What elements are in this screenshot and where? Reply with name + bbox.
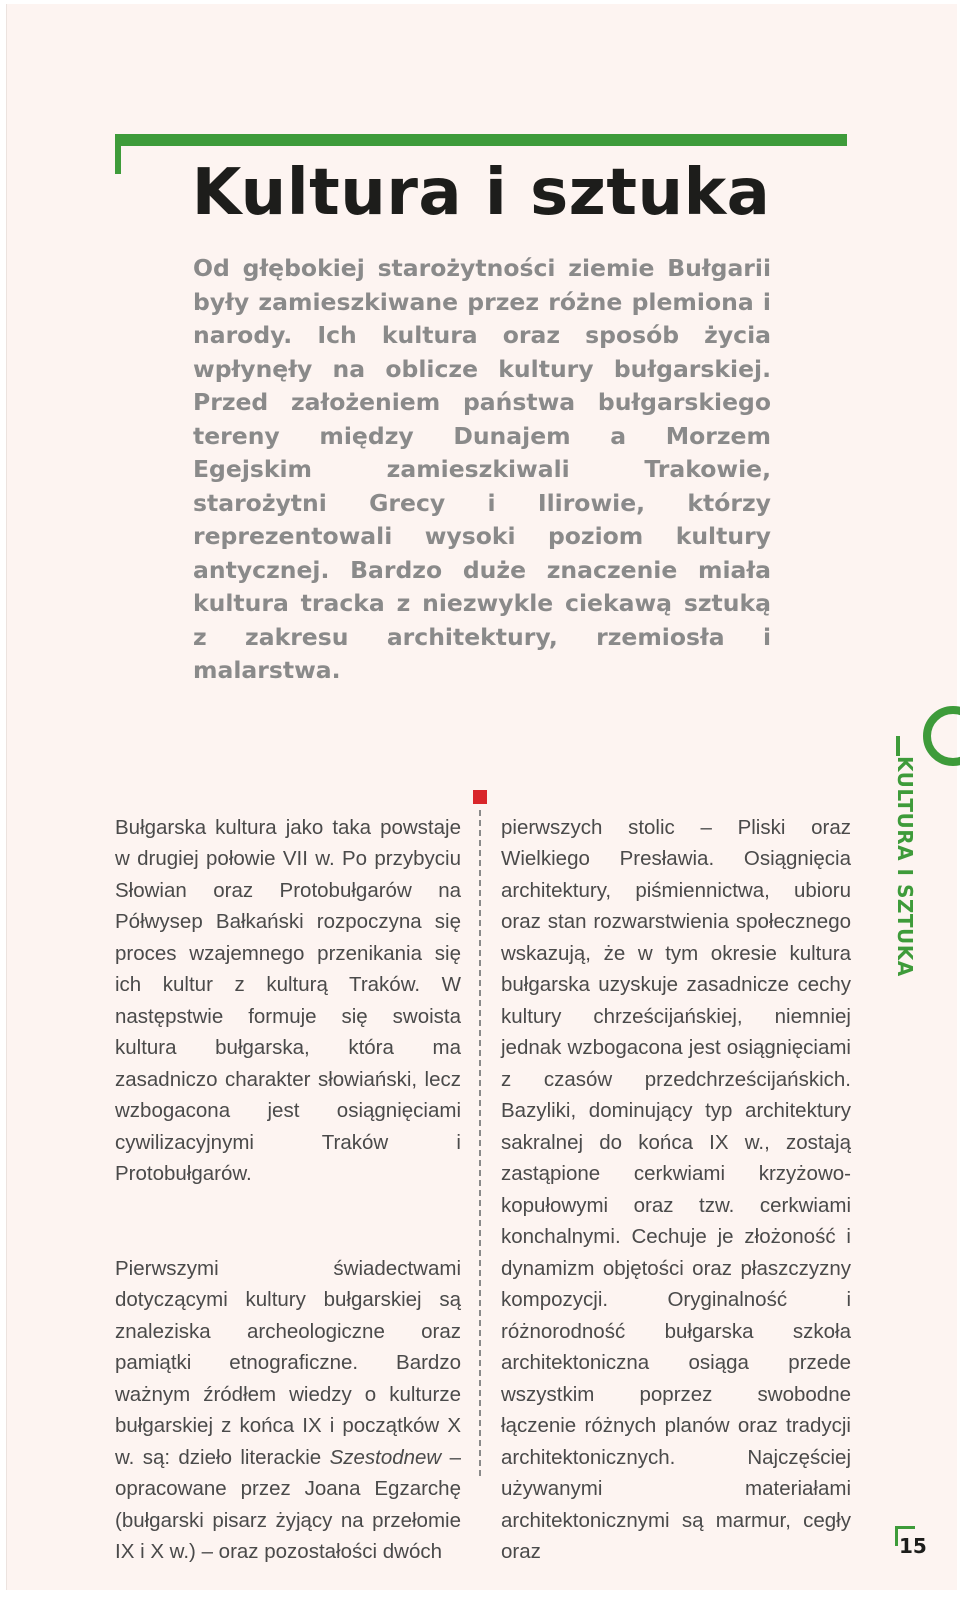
page: [6, 4, 957, 1590]
lead-paragraph: Od głębokiej starożytności ziemie Bułgarii były zamieszkiwane przez różne plemiona i narody. Ich kultura oraz sposób życia wpłynęły na oblicze kultury bułgarskiej. Przed założeniem państwa bułgarskiego tereny między Dunajem a Morzem Egejskim zamieszkiwali Trakowie, starożytni Grecy i Ilirowie, którzy reprezentowali wysoki poziom kultury antycznej. Bardzo duże znaczenie miała kultura tracka z niezwykle ciekawą sztuką z zakresu architektury, rzemiosła i malarstwa.: [193, 254, 771, 684]
book-title-italic: Szestodnew: [329, 1445, 442, 1469]
page-number-bar: [895, 1526, 915, 1529]
left-paragraph-1: Bułgarska kultura jako taka powstaje w drugiej połowie VII w. Po przybyciu Słowian oraz Protobułgarów na Półwysep Bałkański rozpoczyna się proces wzajemnego przenikania się ich kultur z kulturą Traków. W następstwie formuje się swoista kultura bułgarska, która ma zasadniczo charakter słowiański, lecz wzbogacona jest osiągnięciami cywilizacyjnymi Traków i Protobułgarów.: [115, 815, 461, 1185]
section-side-label: KULTURA I SZTUKA: [893, 756, 917, 977]
page-title: Kultura i sztuka: [191, 156, 771, 230]
right-column: [501, 780, 851, 1599]
page-number-tick: [895, 1526, 898, 1546]
section-arc-icon: [923, 706, 960, 766]
left-paragraph-2-end: – opracowane przez Joana Egzarchę (bułgarski pisarz żyjący na przełomie IX i X w.) – oraz pozostałości dwóch: [115, 1445, 461, 1563]
column-marker-square: [473, 790, 487, 804]
right-paragraph: pierwszych stolic – Pliski oraz Wielkiego Presławia. Osiągnięcia architektury, piśmiennictwa, ubioru oraz stan rozwarstwienia społecznego wskazują, że w tym okresie kultura bułgarska uzyskuje zasadnicze cechy kultury chrześcijańskiej, niemniej jednak wzbogacona jest osiągnięciami z czasów przedchrześcijańskich. Bazyliki, dominujący typ architektury sakralnej do końca IX w., zostają zastąpione cerkwiami krzyżowo-kopułowymi oraz tzw. cerkwiami konchalnymi. Cechuje je złożoność i dynamizm objętości oraz płaszczyzny kompozycji. Oryginalność i różnorodność bułgarska szkoła architektoniczna osiąga przede wszystkim poprzez swobodne łączenie różnych planów oraz tradycji architektonicznych. Najczęściej używanymi materiałami architektonicznymi są marmur, cegły oraz: [501, 815, 851, 1563]
title-rule: [115, 134, 847, 146]
left-paragraph-2: [115, 1221, 461, 1568]
section-label-bar: [896, 736, 900, 756]
left-paragraph-2-start: Pierwszymi świadectwami dotyczącymi kultury bułgarskiej są znaleziska archeologiczne oraz pamiątki etnograficzne. Bardzo ważnym źródłem wiedzy o kulturze bułgarskiej z końca IX i początków X w. są: dzieło literackie: [115, 1256, 461, 1469]
column-divider: [479, 810, 481, 1476]
page-number: 15: [899, 1534, 927, 1558]
left-column: [115, 780, 461, 1599]
